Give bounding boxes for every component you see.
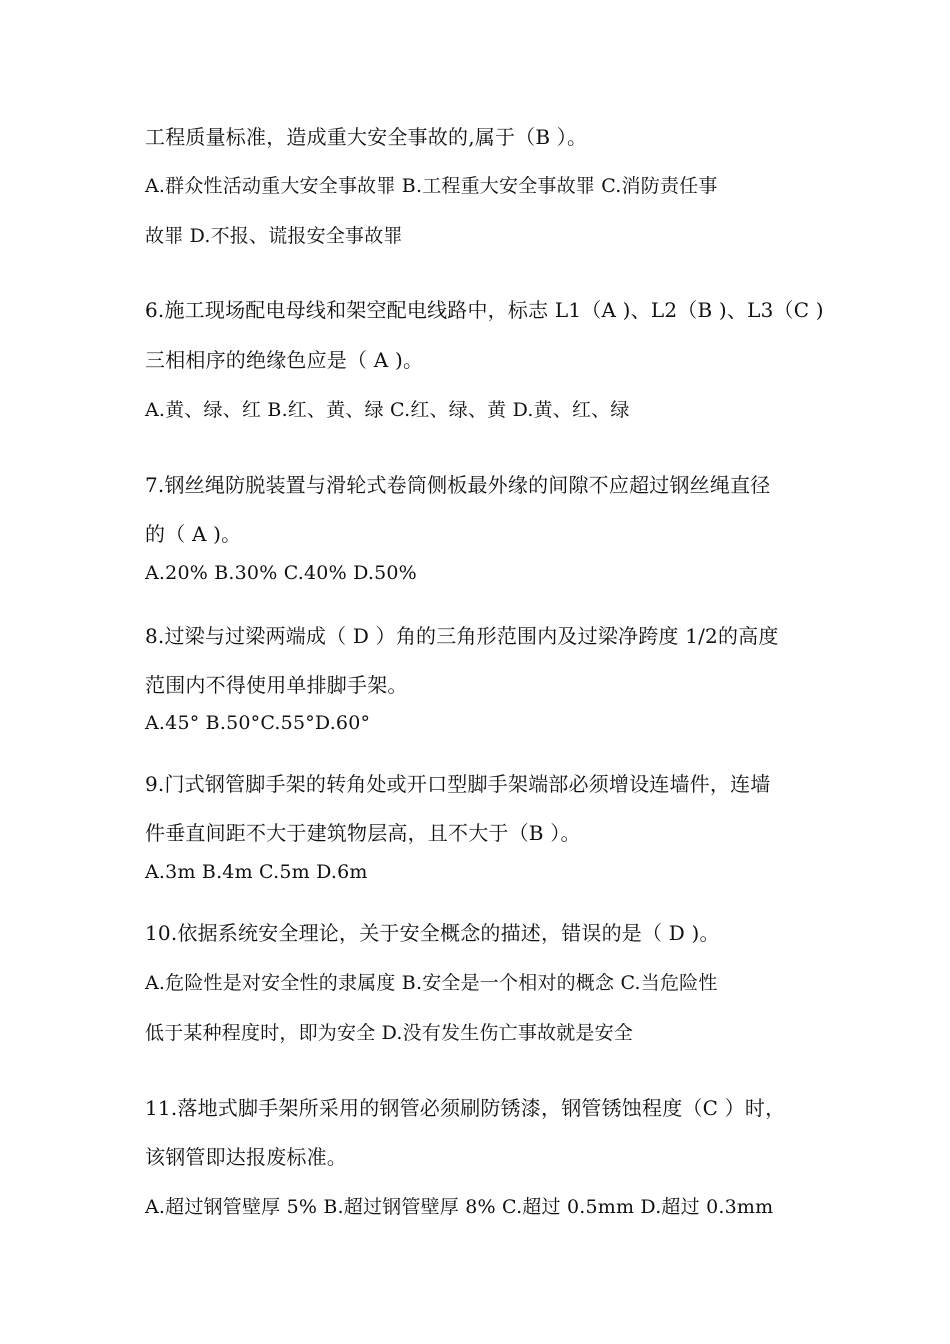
q10-options-line-1: A.危险性是对安全性的隶属度 B.安全是一个相对的概念 C.当危险性: [145, 972, 718, 994]
q6-options: A.黄、绿、红 B.红、黄、绿 C.红、绿、黄 D.黄、红、绿: [145, 399, 630, 421]
q9-stem-line-2: 件垂直间距不大于建筑物层高，且不大于（B ）。: [145, 821, 581, 845]
q11-stem-line-2: 该钢管即达报废标准。: [145, 1145, 347, 1169]
q10-stem: 10.依据系统安全理论，关于安全概念的描述，错误的是（ D )。: [145, 921, 720, 945]
q6-stem-line-2: 三相相序的绝缘色应是（ A )。: [145, 348, 424, 372]
q11-stem-line-1: 11.落地式脚手架所采用的钢管必须刷防锈漆，钢管锈蚀程度（C ）时，: [145, 1096, 786, 1120]
q10-options-line-2: 低于某种程度时，即为安全 D.没有发生伤亡事故就是安全: [145, 1022, 634, 1044]
q8-stem-line-1: 8.过梁与过梁两端成（ D ）角的三角形范围内及过梁净跨度 1/2的高度: [145, 624, 779, 648]
q7-stem-line-2: 的（ A )。: [145, 522, 242, 546]
q7-stem-line-1: 7.钢丝绳防脱装置与滑轮式卷筒侧板最外缘的间隙不应超过钢丝绳直径: [145, 473, 771, 497]
q11-options: A.超过钢管壁厚 5% B.超过钢管壁厚 8% C.超过 0.5mm D.超过 0.3mm: [145, 1196, 774, 1218]
q5-options-line-2: 故罪 D.不报、谎报安全事故罪: [145, 225, 403, 247]
q6-stem-line-1: 6.施工现场配电母线和架空配电线路中，标志 L1（A )、L2（B )、L3（C ): [145, 298, 824, 322]
q9-stem-line-1: 9.门式钢管脚手架的转角处或开口型脚手架端部必须增设连墙件，连墙: [145, 772, 771, 796]
q7-options: A.20% B.30% C.40% D.50%: [145, 562, 417, 584]
q8-stem-line-2: 范围内不得使用单排脚手架。: [145, 673, 408, 697]
q5-stem-line-2: 工程质量标准，造成重大安全事故的,属于（B ）。: [145, 125, 588, 149]
q5-options-line-1: A.群众性活动重大安全事故罪 B.工程重大安全事故罪 C.消防责任事: [145, 175, 718, 197]
q8-options: A.45° B.50°C.55°D.60°: [145, 712, 371, 734]
q9-options: A.3m B.4m C.5m D.6m: [145, 861, 368, 883]
